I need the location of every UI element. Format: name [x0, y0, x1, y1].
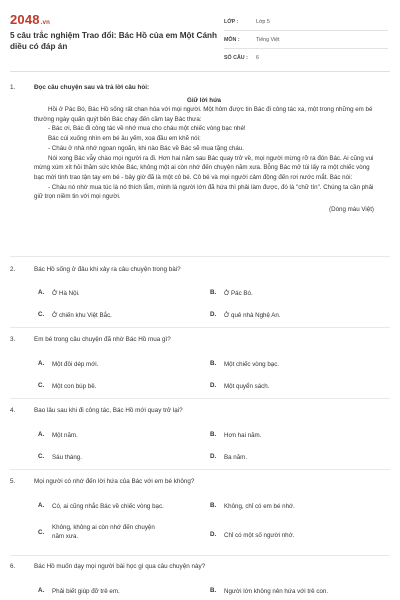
option-d[interactable]: D. Ở quê nhà Nghệ An.	[210, 311, 281, 319]
question-number: 5.	[10, 478, 16, 485]
passage-paragraph: Hồi ở Pác Bó, Bác Hồ sống rất chan hòa với mọi người. Một hôm được tin Bác đi công tác xa, một trong những em bé thường ngày quấn quýt bên Bác chạy đến cầm tay Bác thưa:	[34, 106, 373, 123]
passage-paragraph: Bác cúi xuống nhìn em bé âu yếm, xoa đầu em khẽ nói:	[48, 135, 201, 143]
question-divider	[10, 256, 390, 257]
header-divider	[10, 71, 390, 72]
option-b[interactable]: B. Một chiếc vòng bạc.	[210, 360, 280, 368]
question-number: 2.	[10, 266, 16, 273]
question-text: Mọi người có nhớ đến lời hứa của Bác với em bé không?	[34, 478, 195, 485]
question-4	[10, 407, 390, 467]
option-d[interactable]: D. Ba năm.	[210, 453, 248, 461]
option-b[interactable]: B. Hơn hai năm.	[210, 431, 262, 439]
passage-source: (Dòng máu Việt)	[329, 206, 374, 214]
option-c[interactable]: C. Một con búp bê.	[38, 382, 97, 390]
question-text: Đọc câu chuyện sau và trả lời câu hỏi:	[34, 84, 150, 91]
question-1	[10, 84, 390, 254]
question-number: 6.	[10, 563, 16, 570]
question-divider	[10, 327, 390, 328]
option-a[interactable]: A. Phải biết giúp đỡ trẻ em.	[38, 587, 120, 595]
meta-table	[224, 13, 388, 67]
meta-row-class	[224, 13, 388, 31]
meta-label: LỚP :	[224, 18, 239, 25]
question-text: Bác Hồ sống ở đâu khi xảy ra câu chuyện trong bài?	[34, 266, 181, 273]
option-d[interactable]: D. Một quyển sách.	[210, 382, 270, 390]
question-2	[10, 266, 390, 326]
option-a[interactable]: A. Có, ai cũng nhắc Bác về chiếc vòng bạc.	[38, 502, 164, 510]
question-text: Bác Hồ muốn dạy mọi người bài học gì qua câu chuyện này?	[34, 563, 206, 570]
question-divider	[10, 555, 390, 556]
passage-paragraph: - Cháu nó nhờ mua túc là nó thích lắm, mình là người lớn đã hứa thì phải làm được, đó là "chữ tín". Chúng ta cần phải giữ trọn niềm tin với mọi người.	[34, 183, 374, 201]
meta-label: MÔN :	[224, 36, 240, 43]
option-c[interactable]: C. Không, không ai còn nhớ đến chuyện năm xưa.	[38, 524, 155, 540]
option-c[interactable]: C. Sáu tháng.	[38, 453, 82, 461]
question-text: Bao lâu sau khi đi công tác, Bác Hồ mới quay trở lại?	[34, 407, 183, 414]
document-header	[0, 0, 400, 74]
question-number: 3.	[10, 336, 16, 343]
meta-row-subject	[224, 31, 388, 49]
option-b[interactable]: B. Ở Pác Bó.	[210, 289, 253, 297]
option-a[interactable]: A. Ở Hà Nội.	[38, 289, 80, 297]
option-a[interactable]: A. Một đôi dép mới.	[38, 360, 99, 368]
meta-value: 6	[256, 55, 259, 61]
question-text: Em bé trong câu chuyện đã nhờ Bác Hồ mua gì?	[34, 336, 171, 343]
option-d[interactable]: D. Chỉ có một số người nhớ.	[210, 531, 295, 539]
meta-value: Lớp 5	[256, 18, 270, 25]
passage-paragraph: - Bác ơi, Bác đi công tác về nhớ mua cho cháu một chiếc vòng bạc nhé!	[48, 125, 246, 133]
question-divider	[10, 469, 390, 470]
question-3	[10, 336, 390, 396]
reading-passage	[34, 96, 374, 213]
question-number: 4.	[10, 407, 16, 414]
question-divider	[10, 398, 390, 399]
passage-paragraph: Nói xong Bác vẫy chào mọi người ra đi. Hơn hai năm sau Bác quay trở về, mọi người mừng rỡ ra đón Bác. Ai cũng vui mừng xúm xít hỏi thăm sức khỏe Bác, không một ai còn nhớ đến chuyện năm xưa. Bỗng Bác mở túi lấy ra một chiếc vòng bạc mới tinh trao tận tay em bé - bây giờ đã là một cô bé. Cô bé và mọi người cảm động đến rơi nước mắt. Bác nói:	[34, 154, 374, 181]
option-c[interactable]: C. Ở chiến khu Việt Bắc.	[38, 311, 112, 319]
question-5	[10, 478, 390, 553]
meta-label: SỐ CÂU :	[224, 55, 248, 61]
passage-title: Giữ lời hứa	[187, 97, 221, 104]
option-b[interactable]: B. Không, chỉ có em bé nhớ.	[210, 502, 295, 510]
passage-paragraph: - Cháu ở nhà nhớ ngoan ngoãn, khi nào Bác về Bác sẽ mua tặng cháu.	[48, 144, 244, 152]
meta-row-count	[224, 49, 388, 67]
option-b[interactable]: B. Người lớn không nên hứa với trẻ con.	[210, 587, 329, 595]
page-title: 5 câu trắc nghiệm Trao đổi: Bác Hồ của em Một Cánh diều có đáp án	[10, 31, 218, 51]
meta-value: Tiếng Việt	[256, 36, 280, 43]
site-logo[interactable]: 2048.vn	[10, 12, 51, 27]
question-number: 1.	[10, 84, 16, 91]
option-a[interactable]: A. Một năm.	[38, 431, 78, 439]
question-6	[10, 563, 390, 600]
